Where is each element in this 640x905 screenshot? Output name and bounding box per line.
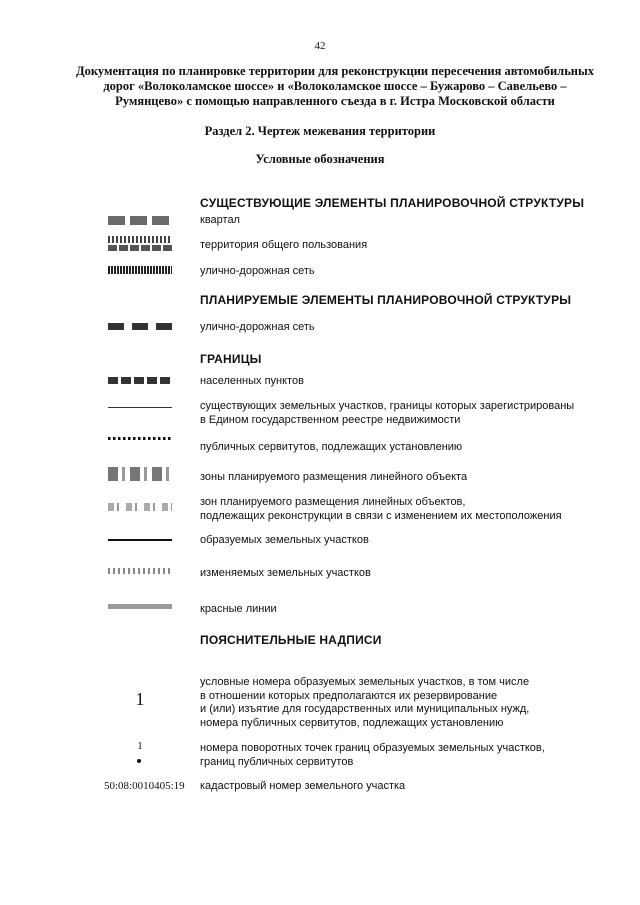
public-territory-symbol <box>108 236 172 252</box>
legend-item-line: условные номера образуемых земельных участков, в том числе <box>200 676 530 688</box>
conditional-number-symbol: 1 <box>135 689 145 709</box>
section-title: Раздел 2. Чертеж межевания территории <box>204 124 436 138</box>
group-heading-planned: ПЛАНИРУЕМЫЕ ЭЛЕМЕНТЫ ПЛАНИРОВОЧНОЙ СТРУКТУРЫ <box>200 293 572 307</box>
legend-item-linear-zone-reconstruction <box>200 496 620 523</box>
turn-point-dot-icon <box>137 759 141 763</box>
legend-item-linear-zone: зоны планируемого размещения линейного объекта <box>200 471 468 483</box>
legend-item-formed-plots: образуемых земельных участков <box>200 534 369 546</box>
legend-item-line: в отношении которых предполагаются их резервирование <box>200 689 498 702</box>
public-servitudes-symbol <box>108 437 172 440</box>
road-network-planned-symbol <box>108 323 172 330</box>
road-network-existing-symbol <box>108 266 172 274</box>
changed-plots-symbol <box>108 568 172 574</box>
legend-item-line: номера публичных сервитутов, подлежащих установлению <box>200 716 504 729</box>
red-lines-symbol <box>108 604 172 609</box>
legend-item-line: границ публичных сервитутов <box>200 755 354 768</box>
legend-item-line: номера поворотных точек границ образуемых земельных участков, <box>200 742 545 754</box>
legend-item-road-network-planned: улично-дорожная сеть <box>200 321 315 333</box>
document-title <box>60 64 610 109</box>
group-heading-labels: ПОЯСНИТЕЛЬНЫЕ НАДПИСИ <box>200 633 382 647</box>
legend-item-public-servitudes: публичных сервитутов, подлежащих установлению <box>200 441 463 453</box>
legend-item-conditional-numbers <box>200 676 620 730</box>
kvartal-symbol <box>108 216 172 225</box>
page-number: 42 <box>314 40 326 52</box>
legend-item-public-territory: территория общего пользования <box>200 239 368 251</box>
legend-item-line: зон планируемого размещения линейных объектов, <box>200 496 466 508</box>
settlements-symbol <box>108 377 172 384</box>
legend-heading: Условные обозначения <box>255 152 385 166</box>
legend-item-turn-points <box>200 742 620 769</box>
formed-plots-symbol <box>108 539 172 541</box>
legend-item-road-network-existing: улично-дорожная сеть <box>200 265 315 277</box>
legend-item-cadastral: кадастровый номер земельного участка <box>200 780 406 792</box>
document-title-line: дорог «Волоколамское шоссе» и «Волоколамское шоссе – Бужарово – Савельево – <box>103 79 567 93</box>
document-title-line: Румянцево» с помощью направленного съезда в г. Истра Московской области <box>115 94 555 108</box>
turn-point-number-symbol: 1 <box>137 740 143 752</box>
linear-zone-symbol <box>108 467 172 481</box>
legend-item-line: подлежащих реконструкции в связи с изменением их местоположения <box>200 509 562 522</box>
cadastral-number-example: 50:08:0010405:19 <box>104 780 185 792</box>
document-title-line: Документация по планировке территории для реконструкции пересечения автомобильных <box>75 64 595 78</box>
registered-plots-symbol <box>108 407 172 408</box>
linear-zone-reconstruction-symbol <box>108 503 172 511</box>
legend-item-line: и (или) изъятие для государственных или муниципальных нужд, <box>200 703 530 715</box>
legend-item-settlements: населенных пунктов <box>200 375 304 387</box>
legend-item-changed-plots: изменяемых земельных участков <box>200 567 371 579</box>
legend-item-red-lines: красные линии <box>200 603 277 615</box>
group-heading-existing: СУЩЕСТВУЮЩИЕ ЭЛЕМЕНТЫ ПЛАНИРОВОЧНОЙ СТРУКТУРЫ <box>200 196 585 210</box>
legend-item-line: в Едином государственном реестре недвижимости <box>200 413 461 426</box>
legend-item-line: существующих земельных участков, границы которых зарегистрированы <box>200 400 575 412</box>
legend-item-registered-plots <box>200 400 620 427</box>
group-heading-borders: ГРАНИЦЫ <box>200 352 262 366</box>
legend-item-kvartal: квартал <box>200 214 240 226</box>
